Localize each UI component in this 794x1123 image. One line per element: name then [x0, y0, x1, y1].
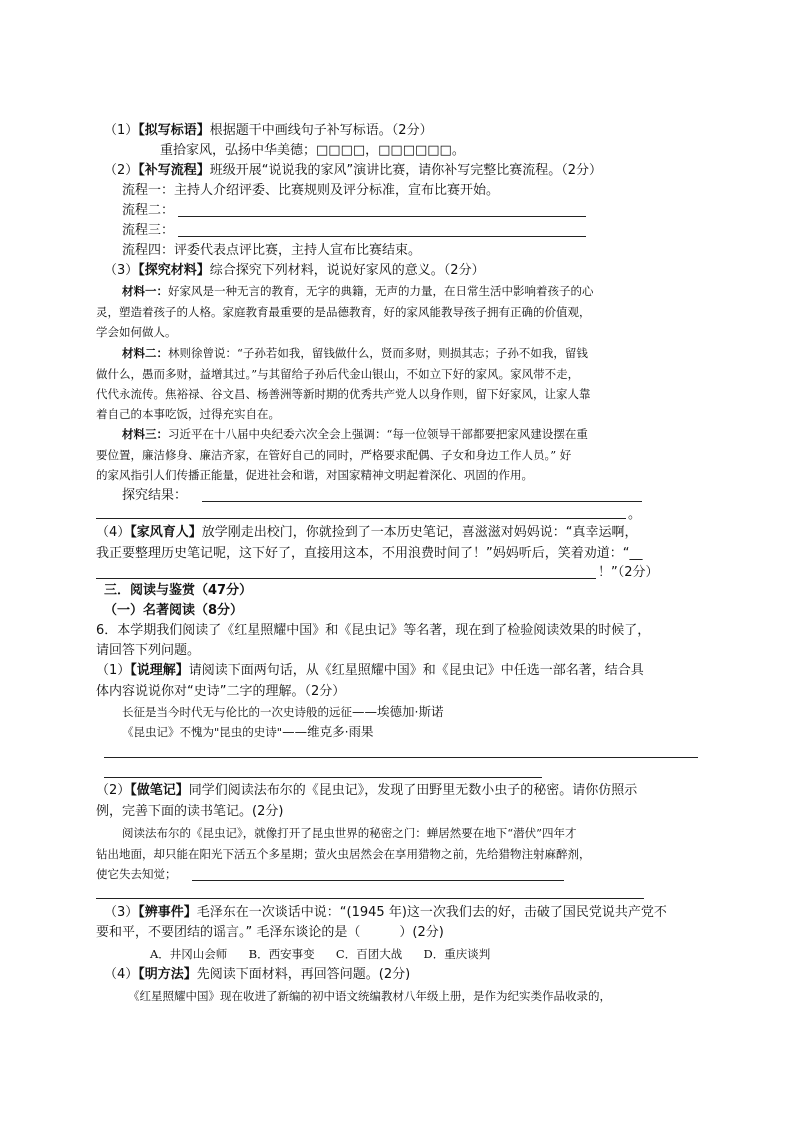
q6-p2-text: 同学们阅读法布尔的《昆虫记》，发现了田野里无数小虫子的秘密。请你仿照示 — [188, 783, 638, 798]
q6-quote-1 — [122, 704, 443, 720]
q3-m2-line4: 着自己的本事吃饭，过得充实自在。 — [96, 407, 280, 421]
q3-result-end: 。 — [628, 507, 642, 522]
q3-tag: 【探究材料】 — [138, 263, 210, 278]
q6-p4-label: （4） — [104, 967, 139, 982]
q3-m3-text: 习近平在十八届中央纪委六次全会上强调：“每一位领导干部都要把家风建设摆在重 — [168, 427, 588, 441]
q6-p3-line1 — [104, 904, 667, 922]
q2-line — [104, 162, 602, 180]
q3-m1-text: 好家风是一种无言的教育，无字的典籍，无声的力量，在日常生活中影响着孩子的心 — [168, 284, 594, 298]
q4-answer-blank[interactable] — [96, 578, 596, 579]
q6-p2-label: （2） — [96, 783, 131, 798]
q2-step2-blank[interactable] — [178, 216, 586, 217]
q3-m1-line2: 灵，塑造着孩子的人格。家庭教育最重要的是品德教育，好的家风能教导孩子拥有正确的价值观， — [96, 305, 591, 319]
q6-p2-line2: 例，完善下面的读书笔记。(2分) — [96, 804, 284, 819]
q2-step1: 流程一：主持人介绍评委、比赛规则及评分标准，宣布比赛开始。 — [122, 183, 500, 198]
q6-p1-blank-1[interactable] — [104, 757, 698, 758]
q2-step3: 流程三： — [122, 223, 175, 238]
q6-p1-label: （1） — [96, 663, 131, 678]
q6-p1-line2: 体内容说说你对“史诗”二字的理解。（2分） — [96, 684, 346, 699]
q1-text: 根据题干中画线句子补写标语。（2分） — [209, 123, 433, 138]
q6-p3-text: 毛泽东在一次谈话中说：“(1945 年)这一次我们去的好，击破了国民党说共产党不 — [196, 905, 667, 920]
q3-m3-title: 材料三： — [122, 427, 168, 441]
q2-label: （2） — [104, 163, 139, 178]
q6-p3-line2: 要和平，不要团结的谣言。” 毛泽东谈论的是（ ）(2分) — [96, 925, 444, 940]
q1-line — [104, 122, 433, 140]
option-c[interactable]: C．百团大战 — [335, 947, 403, 961]
q6-quote-2 — [122, 724, 374, 740]
q6-quote-1-author: ——埃德加·斯诺 — [352, 704, 444, 719]
q3-m3-line1 — [122, 426, 588, 442]
q3-text: 综合探究下列材料，说说好家风的意义。（2分） — [209, 263, 485, 278]
q6-p1-tag: 【说理解】 — [130, 663, 189, 678]
q3-m2-line2: 做什么，愚而多财，益增其过。”与其留给子孙后代金山银山，不如立下好的家风。家风带不走， — [96, 367, 580, 381]
q1-label: （1） — [104, 123, 139, 138]
q6-quote-1-text: 长征是当今时代无与伦比的一次史诗般的远征 — [122, 705, 352, 719]
q3-label: （3） — [104, 263, 139, 278]
q1-tag: 【拟写标语】 — [138, 123, 210, 138]
q2-step2: 流程二： — [122, 203, 175, 218]
q6-p1-blank-2[interactable] — [104, 777, 542, 778]
q3-m3-line3: 的家风指引人们传播正能量，促进社会和谐，对国家精神文明起着深化、巩固的作用。 — [96, 468, 533, 482]
q6-p4-tag: 【明方法】 — [138, 967, 197, 982]
q4-tag: 【家风育人】 — [130, 525, 202, 540]
q3-m1-line1 — [122, 283, 594, 299]
q6-p2-note-1: 阅读法布尔的《昆虫记》，就像打开了昆虫世界的秘密之门：蝉居然要在地下“潜伏”四年才 — [122, 826, 577, 840]
q6-p3-label: （3） — [104, 905, 139, 920]
q3-m1-line3: 学会如何做人。 — [96, 325, 177, 339]
q2-step4: 流程四：评委代表点评比赛，主持人宣布比赛结束。 — [122, 243, 422, 258]
q4-line2: 我正要整理历史笔记呢，这下好了，直接用这本，不用浪费时间了！”妈妈听后，笑着劝道：“__ — [96, 546, 643, 561]
option-d[interactable]: D．重庆谈判 — [423, 947, 491, 961]
section3-subtitle: （一）名著阅读（8分） — [104, 603, 244, 618]
q6-p3-options — [150, 946, 490, 962]
q6-p4-text: 先阅读下面材料，再回答问题。(2分) — [196, 967, 411, 982]
q6-p3-tag: 【辨事件】 — [138, 905, 197, 920]
q3-result-blank-2[interactable] — [96, 518, 626, 519]
q3-result-blank-1[interactable] — [202, 501, 642, 502]
q6-p2-tag: 【做笔记】 — [130, 783, 189, 798]
q6-intro-1: 6．本学期我们阅读了《红星照耀中国》和《昆虫记》等名著，现在到了检验阅读效果的时候了， — [96, 623, 651, 638]
q6-p2-note-3: 使它失去知觉； — [96, 867, 177, 881]
option-a[interactable]: A．井冈山会师 — [150, 947, 228, 961]
q2-step3-blank[interactable] — [178, 236, 586, 237]
option-b[interactable]: B．西安事变 — [248, 947, 315, 961]
q3-result-label: 探究结果： — [122, 488, 188, 503]
q3-line — [104, 262, 485, 280]
q3-m2-title: 材料二： — [122, 346, 168, 360]
section3-title: 三．阅读与鉴赏（47分） — [104, 583, 253, 598]
q2-text: 班级开展“说说我的家风”演讲比赛，请你补写完整比赛流程。（2分） — [209, 163, 603, 178]
q4-end: ！”（2分） — [598, 565, 659, 580]
q6-p1-text: 请阅读下面两句话，从《红星照耀中国》和《昆虫记》中任选一部名著，结合具 — [188, 663, 644, 678]
q6-quote-2-text: 《昆虫记》不愧为"昆虫的史诗" — [122, 725, 283, 739]
q6-p1-line1 — [96, 662, 644, 680]
q3-m2-line3: 代代永流传。焦裕禄、谷文昌、杨善洲等新时期的优秀共产党人以身作则，留下好家风，让家人靠 — [96, 387, 591, 401]
q4-label: （4） — [96, 525, 131, 540]
q6-p2-blank-2[interactable] — [96, 898, 644, 899]
q3-m2-text: 林则徐曾说：“子孙若如我，留钱做什么，贤而多财，则损其志；子孙不如我，留钱 — [168, 346, 588, 360]
q6-p2-note-2: 钻出地面，却只能在阳光下活五个多星期；萤火虫居然会在享用猎物之前，先给猎物注射麻醉剂， — [96, 847, 591, 861]
q6-p2-line1 — [96, 782, 637, 800]
q2-tag: 【补写流程】 — [138, 163, 210, 178]
q6-quote-2-author: ——维克多·雨果 — [282, 724, 374, 739]
q1-slogan: 重拾家风，弘扬中华美德；□□□□，□□□□□□。 — [160, 143, 465, 158]
q6-p4-line1 — [104, 966, 410, 984]
q3-m3-line2: 要位置，廉洁修身、廉洁齐家，在管好自己的同时，严格要求配偶、子女和身边工作人员。” 好 — [96, 448, 572, 462]
q3-m2-line1 — [122, 345, 588, 361]
q6-intro-2: 请回答下列问题。 — [96, 643, 201, 658]
q6-p2-blank-1[interactable] — [192, 880, 564, 881]
q4-text1: 放学刚走出校门，你就捡到了一本历史笔记，喜滋滋对妈妈说：“真幸运啊， — [201, 525, 638, 540]
q6-p4-material: 《红星照耀中国》现在收进了新编的初中语文统编教材八年级上册，是作为纪实类作品收录的， — [128, 989, 611, 1003]
q3-m1-title: 材料一： — [122, 284, 168, 298]
q4-line1 — [96, 524, 638, 542]
